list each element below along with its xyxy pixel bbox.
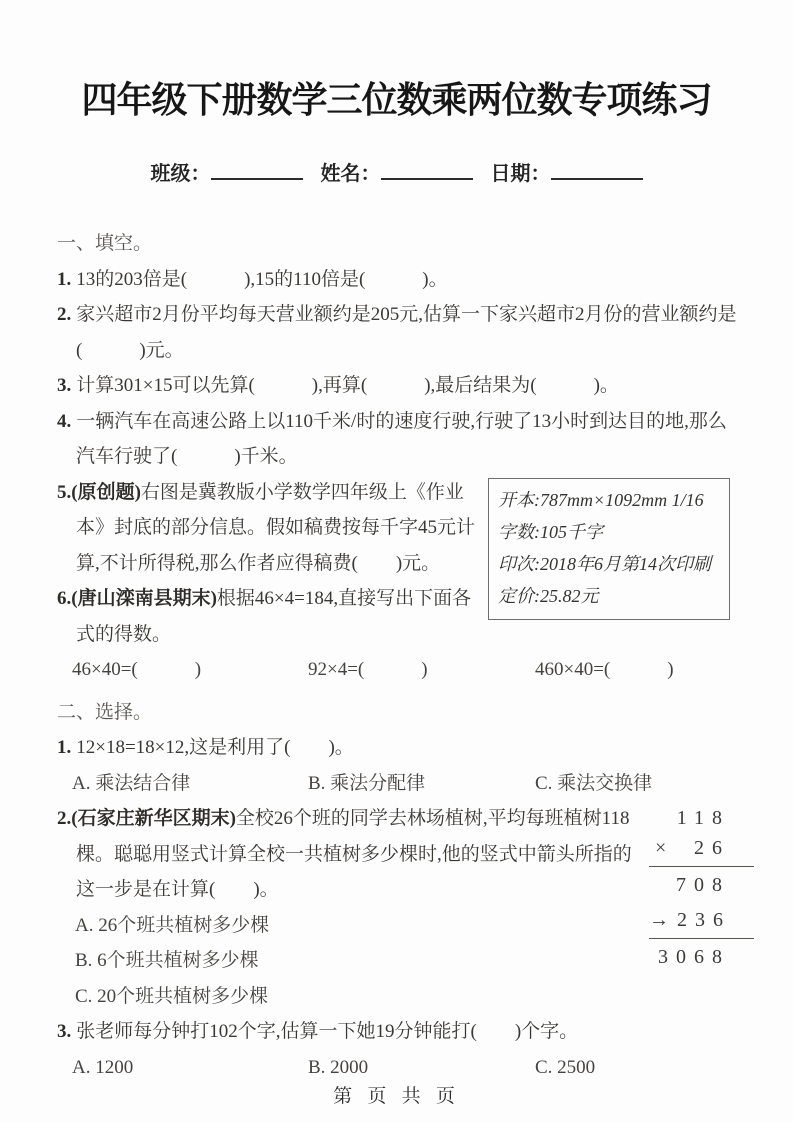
question-text: 13的203倍是( ),15的110倍是( )。 bbox=[76, 268, 448, 290]
vmath-partial-2-row bbox=[649, 905, 754, 935]
option-a: A. 1200 bbox=[72, 1056, 134, 1078]
vmath-partial-1: 708 bbox=[676, 874, 730, 896]
question-number: 3. bbox=[57, 375, 72, 396]
section2-q3-options bbox=[57, 1050, 738, 1086]
question-source-tag: (唐山滦南县期末) bbox=[71, 588, 217, 609]
section2-heading: 二、选择。 bbox=[57, 701, 153, 723]
book-price-line: 定价:25.82元 bbox=[498, 585, 599, 606]
section2-q1-options bbox=[57, 766, 738, 802]
vmath-rule-2 bbox=[649, 938, 754, 939]
book-format-line: 开本:787mm×1092mm 1/16 bbox=[498, 489, 704, 510]
question-text: 一辆汽车在高速公路上以110千米/时的速度行驶,行驶了13小时到达目的地,那么汽车行驶了( )千米。 bbox=[76, 410, 727, 467]
class-blank-line bbox=[211, 163, 303, 180]
equation-1: 46×40=( ) bbox=[72, 659, 202, 680]
question-text: 12×18=18×12,这是利用了( )。 bbox=[76, 737, 354, 758]
equation-row bbox=[57, 652, 738, 688]
question-text: 家兴超市2月份平均每天营业额约是205元,估算一下家兴超市2月份的营业额约是( )元。 bbox=[76, 304, 737, 361]
section2-question-3 bbox=[57, 1014, 738, 1050]
question-number: 2. bbox=[57, 808, 72, 829]
date-label: 日期： bbox=[490, 163, 551, 185]
option-c: C. 2500 bbox=[535, 1056, 596, 1078]
book-printing-line: 印次:2018年6月第14次印刷 bbox=[498, 553, 711, 574]
page-title: 四年级下册数学三位数乘两位数专项练习 bbox=[81, 79, 712, 120]
section1-question-1 bbox=[57, 262, 738, 298]
section2-question-1 bbox=[57, 730, 738, 766]
section1-question-2 bbox=[57, 297, 738, 368]
option-a: A. 乘法结合律 bbox=[72, 772, 191, 794]
option-b: B. 2000 bbox=[308, 1056, 369, 1078]
question-number: 4. bbox=[57, 410, 72, 432]
section2-question-2 bbox=[57, 801, 738, 908]
vmath-product: 3068 bbox=[658, 946, 730, 968]
book-info-box bbox=[488, 478, 730, 620]
question-text: 右图是冀教版小学数学四年级上《作业本》封底的部分信息。假如稿费按每千字45元计算,不计所得税,那么作者应得稿费( )元。 bbox=[76, 481, 476, 574]
date-blank-line bbox=[551, 163, 643, 180]
question-source-tag: (原创题) bbox=[71, 481, 141, 503]
vmath-partial-2: 236 bbox=[677, 909, 731, 931]
question-number: 2. bbox=[57, 304, 72, 325]
section1-question-3 bbox=[57, 368, 738, 404]
class-label: 班级： bbox=[150, 163, 211, 185]
question-number: 6. bbox=[57, 588, 72, 609]
vmath-multiplicand: 118 bbox=[676, 807, 730, 829]
book-wordcount-line: 字数:105千字 bbox=[498, 521, 603, 542]
question-text: 张老师每分钟打102个字,估算一下她19分钟能打( )个字。 bbox=[76, 1021, 579, 1042]
vertical-multiplication bbox=[649, 803, 754, 972]
equation-3: 460×40=( ) bbox=[535, 659, 674, 680]
multiply-sign: × bbox=[655, 837, 667, 859]
option-b: B. 乘法分配律 bbox=[308, 772, 426, 794]
student-info-line bbox=[0, 157, 793, 186]
question-source-tag: (石家庄新华区期末) bbox=[71, 808, 236, 829]
vmath-multiplier: 26 bbox=[694, 837, 730, 859]
section1-question-4 bbox=[57, 404, 738, 475]
arrow-icon: → bbox=[649, 909, 677, 931]
option-c: C. 20个班共植树多少棵 bbox=[75, 985, 269, 1007]
question-number: 3. bbox=[57, 1021, 72, 1042]
question-text: 全校26个班的同学去林场植树,平均每班植树118棵。聪聪用竖式计算全校一共植树多少棵时,他的竖式中箭头所指的这一步是在计算( )。 bbox=[76, 808, 632, 900]
vmath-multiplier-row bbox=[649, 833, 754, 863]
equation-2: 92×4=( ) bbox=[308, 659, 428, 680]
question-number: 5. bbox=[57, 481, 72, 503]
question-number: 1. bbox=[57, 268, 72, 290]
page-footer: 第 页 共 页 bbox=[333, 1086, 460, 1107]
name-blank-line bbox=[381, 163, 473, 180]
option-c: C. 乘法交换律 bbox=[535, 772, 653, 794]
name-label: 姓名： bbox=[320, 163, 381, 185]
option-b: B. 6个班共植树多少棵 bbox=[75, 950, 259, 971]
section1-heading: 一、填空。 bbox=[57, 233, 153, 254]
question-number: 1. bbox=[57, 737, 72, 758]
vmath-rule-1 bbox=[649, 866, 754, 867]
question-text: 计算301×15可以先算( ),再算( ),最后结果为( )。 bbox=[76, 375, 619, 396]
question-text: 根据46×4=184,直接写出下面各式的得数。 bbox=[76, 588, 472, 645]
option-a: A. 26个班共植树多少棵 bbox=[75, 914, 270, 936]
worksheet-body bbox=[57, 226, 738, 1085]
